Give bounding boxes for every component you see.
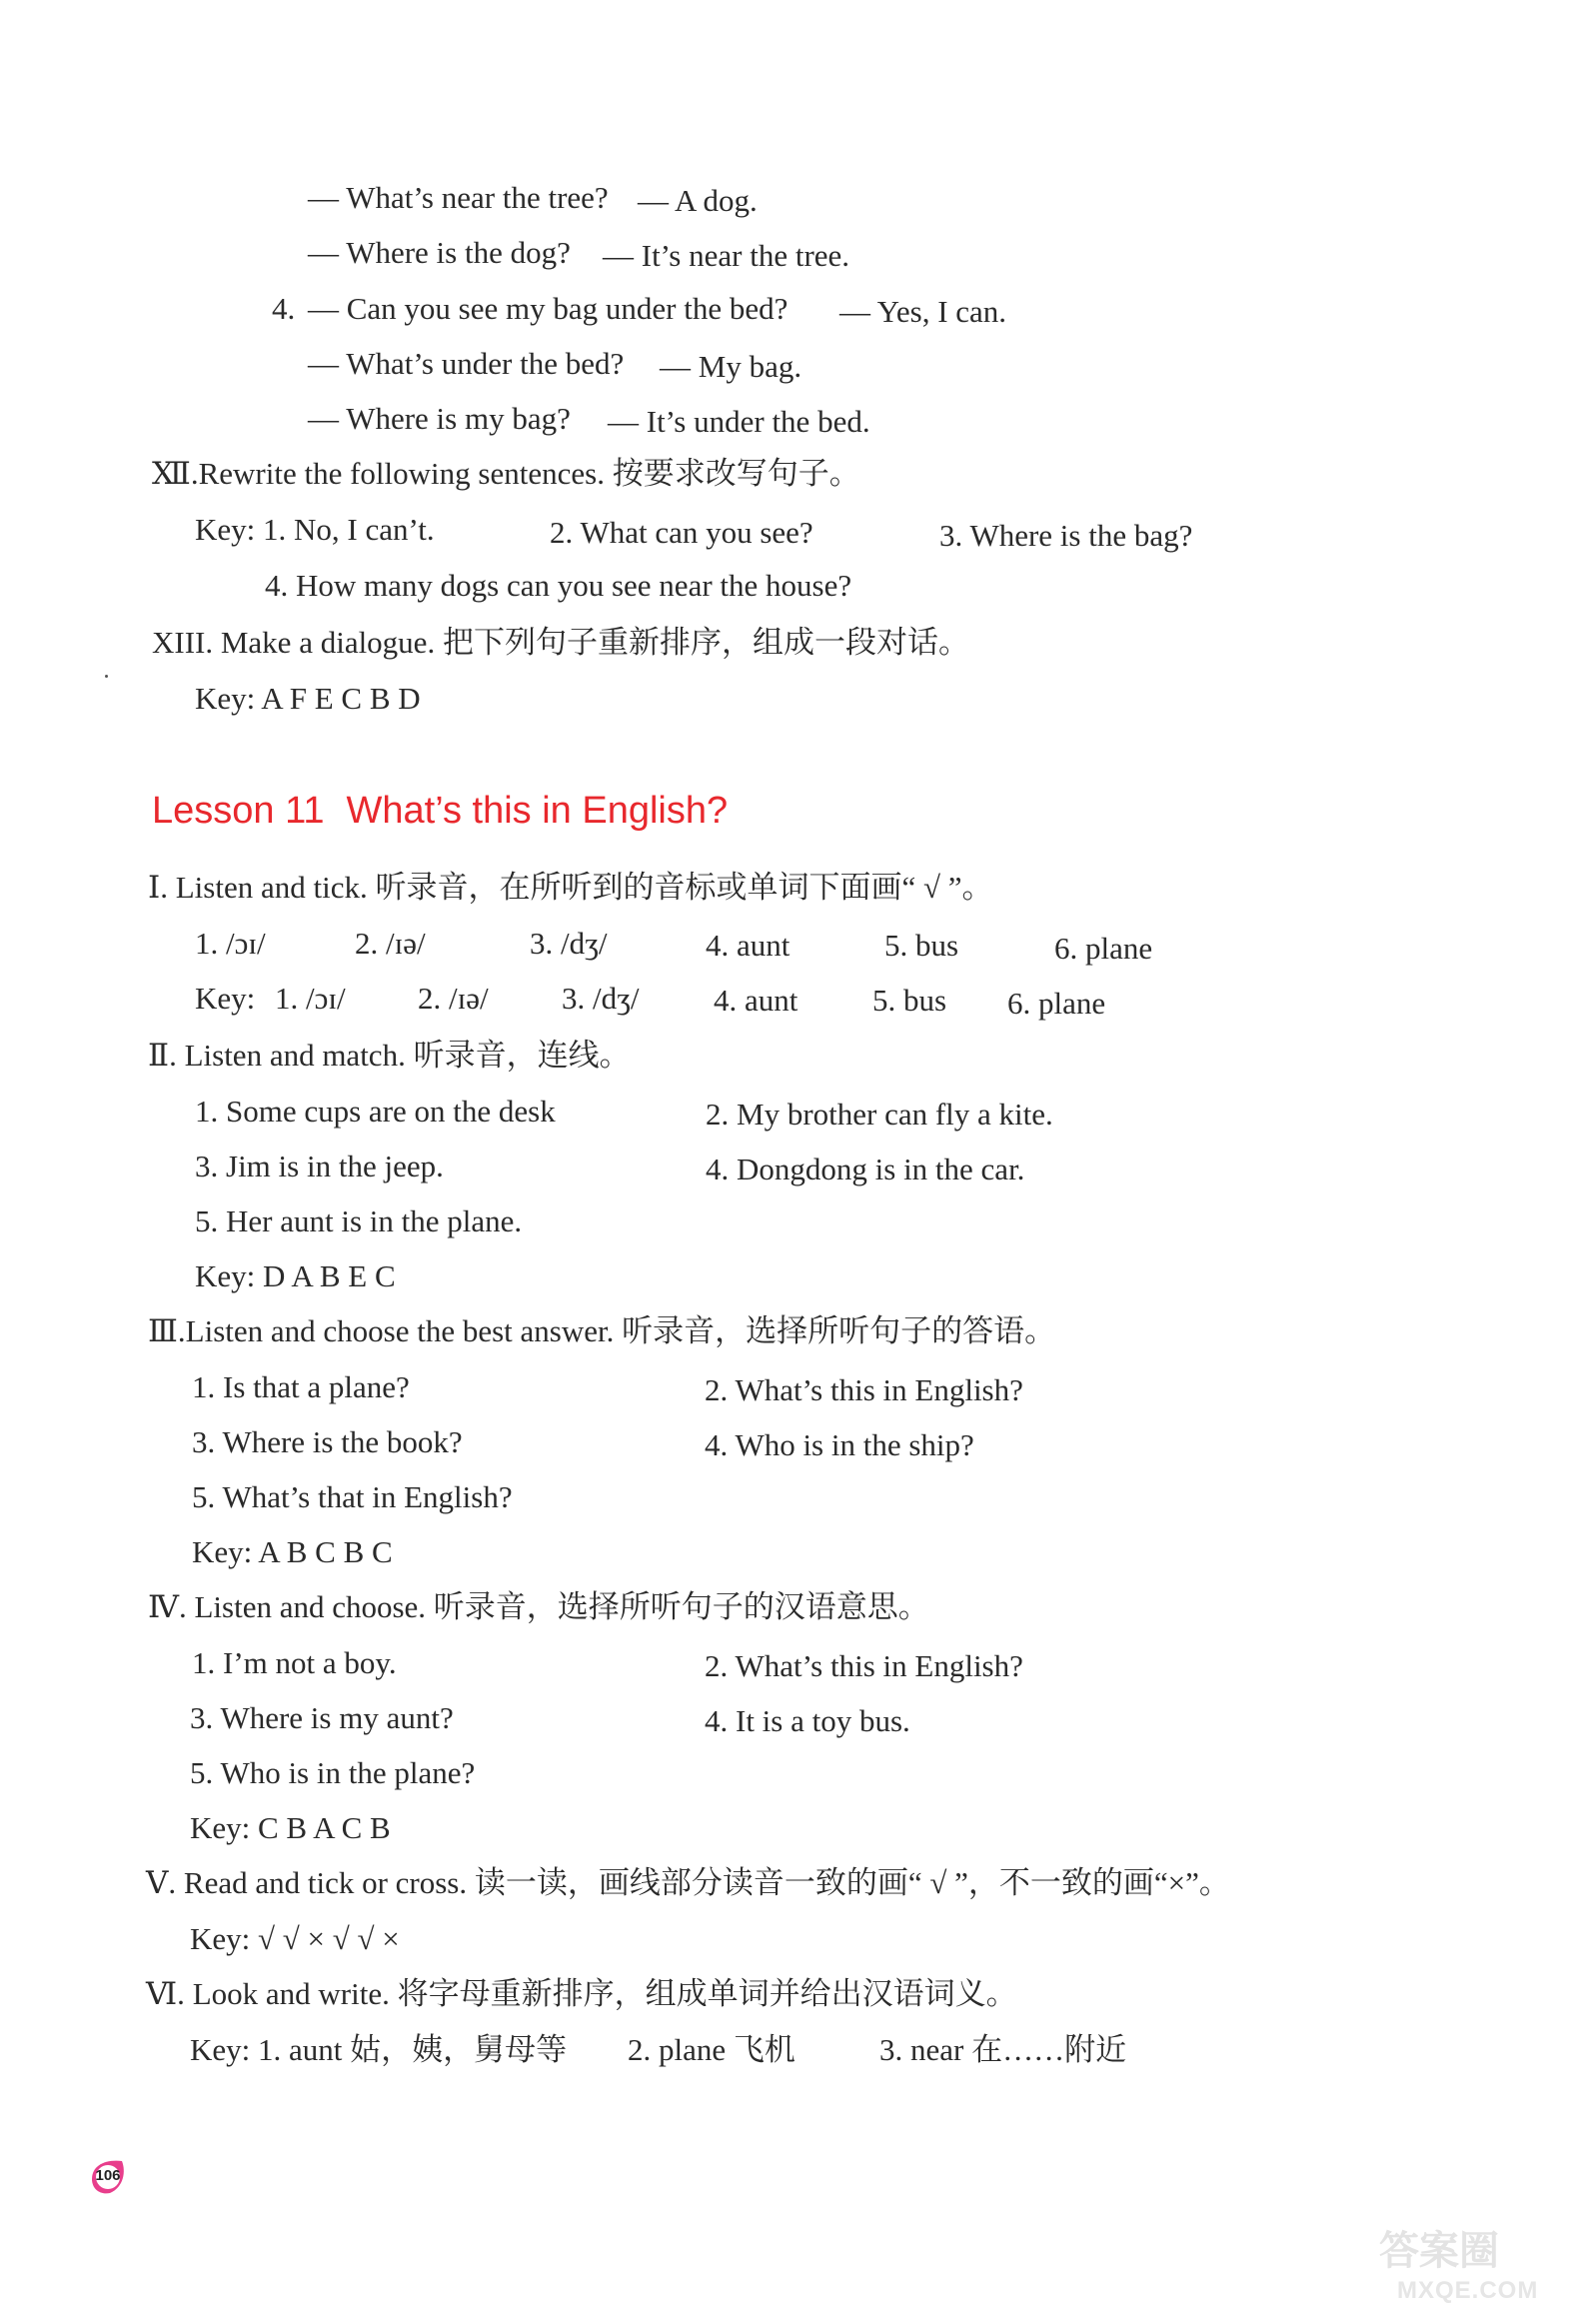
option-item: 5. bus — [884, 928, 959, 963]
option-item: 4. It is a toy bus. — [705, 1703, 910, 1738]
dialogue-line: — Where is the dog? — [308, 235, 571, 270]
watermark — [1379, 2219, 1569, 2314]
dialogue-line: — Where is my bag? — [308, 401, 571, 436]
page-number: 106 — [95, 2167, 121, 2184]
answer-key: Key: 1. No, I can’t. — [195, 512, 435, 547]
section-heading — [148, 872, 993, 903]
answer-key-item: 3. /dʒ/ — [562, 981, 640, 1016]
option-item: 5. Who is in the plane? — [190, 1755, 476, 1790]
answer-key-item: 2. /ɪə/ — [418, 981, 489, 1016]
option-item: 4. aunt — [706, 928, 790, 963]
dialogue-answer: — Yes, I can. — [839, 294, 1007, 329]
answer-key: Key: √ √ × √ √ × — [190, 1921, 400, 1956]
option-item: 1. /ɔɪ/ — [195, 926, 266, 961]
section-title: Make a dialogue. 把下列句子重新排序，组成一段对话。 — [220, 625, 969, 660]
lesson-heading — [152, 790, 728, 833]
answer-key-label: Key: — [195, 981, 256, 1016]
section-title: Listen and choose. 听录音，选择所听句子的汉语意思。 — [194, 1589, 929, 1624]
answer-key-item: 3. near 在……附近 — [879, 2032, 1127, 2067]
section-title: Rewrite the following sentences. 按要求改写句子。 — [198, 456, 860, 491]
option-item: 3. Where is the book? — [192, 1424, 463, 1459]
section-heading — [152, 458, 860, 489]
section-heading — [148, 1591, 929, 1622]
lesson-title: What’s this in English? — [346, 790, 729, 832]
section-number: Ⅰ. — [148, 870, 168, 905]
stray-dot — [105, 675, 108, 678]
dialogue-answer: — It’s near the tree. — [603, 238, 850, 273]
option-item: 3. /dʒ/ — [530, 926, 608, 961]
watermark-text: 答案圈 — [1379, 2229, 1499, 2273]
section-number: XIII. — [152, 625, 214, 660]
section-heading — [146, 1867, 1230, 1898]
section-heading — [146, 1978, 1017, 2009]
answer-key: Key: A B C B C — [192, 1534, 393, 1569]
option-item: 5. Her aunt is in the plane. — [195, 1203, 523, 1238]
option-item: 2. My brother can fly a kite. — [706, 1097, 1053, 1132]
option-item: 3. Jim is in the jeep. — [195, 1149, 444, 1183]
watermark-url: MXQE.COM — [1397, 2277, 1539, 2304]
answer-key-item: 6. plane — [1007, 986, 1106, 1021]
section-title: Look and write. 将字母重新排序，组成单词并给出汉语词义。 — [192, 1976, 1017, 2011]
option-item: 1. I’m not a boy. — [192, 1645, 397, 1680]
option-item: 3. Where is my aunt? — [190, 1700, 454, 1735]
dialogue-line: — Can you see my bag under the bed? — [308, 291, 789, 326]
option-item: 1. Is that a plane? — [192, 1369, 410, 1404]
section-heading — [148, 1040, 631, 1071]
dialogue-number: 4. — [272, 291, 296, 326]
answer-key-item: 3. Where is the bag? — [939, 518, 1193, 553]
option-item: 2. What’s this in English? — [705, 1648, 1023, 1683]
section-heading — [148, 1315, 1055, 1346]
answer-key-item: 4. How many dogs can you see near the house? — [265, 568, 852, 603]
section-number: Ⅻ. — [152, 456, 199, 491]
section-title: Listen and choose the best answer. 听录音，选择所听句子的答语。 — [185, 1313, 1056, 1348]
answer-key-item: 5. bus — [872, 983, 947, 1018]
dialogue-line: — What’s under the bed? — [308, 346, 625, 381]
answer-key-item: 2. plane 飞机 — [628, 2032, 795, 2067]
answer-key: Key: 1. aunt 姑，姨，舅母等 — [190, 2032, 568, 2067]
answer-key: Key: D A B E C — [195, 1258, 396, 1293]
section-number: Ⅵ. — [146, 1976, 185, 2011]
section-heading — [152, 627, 969, 658]
dialogue-answer: — A dog. — [638, 183, 758, 218]
section-title: Listen and match. 听录音，连线。 — [184, 1038, 631, 1073]
section-title: Read and tick or cross. 读一读，画线部分读音一致的画“ √ ”，不一致的画“×”。 — [183, 1865, 1230, 1900]
lesson-number: Lesson 11 — [152, 790, 325, 832]
section-number: Ⅲ. — [148, 1313, 186, 1348]
dialogue-line: — What’s near the tree? — [308, 180, 609, 215]
answer-key: Key: C B A C B — [190, 1810, 391, 1845]
option-item: 1. Some cups are on the desk — [195, 1094, 556, 1129]
answer-key-item: 1. /ɔɪ/ — [275, 981, 346, 1016]
option-item: 5. What’s that in English? — [192, 1479, 513, 1514]
option-item: 2. /ɪə/ — [355, 926, 426, 961]
answer-key-item: 4. aunt — [714, 983, 798, 1018]
answer-key: Key: A F E C B D — [195, 681, 421, 716]
section-number: Ⅳ. — [148, 1589, 187, 1624]
section-number: Ⅴ. — [146, 1865, 177, 1900]
section-number: Ⅱ. — [148, 1038, 177, 1073]
section-title: Listen and tick. 听录音，在所听到的音标或单词下面画“ √ ”。 — [175, 870, 993, 905]
page-number-badge — [88, 2157, 128, 2195]
option-item: 6. plane — [1054, 931, 1153, 966]
option-item: 2. What’s this in English? — [705, 1372, 1023, 1407]
option-item: 4. Dongdong is in the car. — [706, 1152, 1025, 1186]
answer-key-item: 2. What can you see? — [550, 515, 813, 550]
dialogue-answer: — My bag. — [660, 349, 802, 384]
option-item: 4. Who is in the ship? — [705, 1427, 974, 1462]
dialogue-answer: — It’s under the bed. — [608, 404, 870, 439]
